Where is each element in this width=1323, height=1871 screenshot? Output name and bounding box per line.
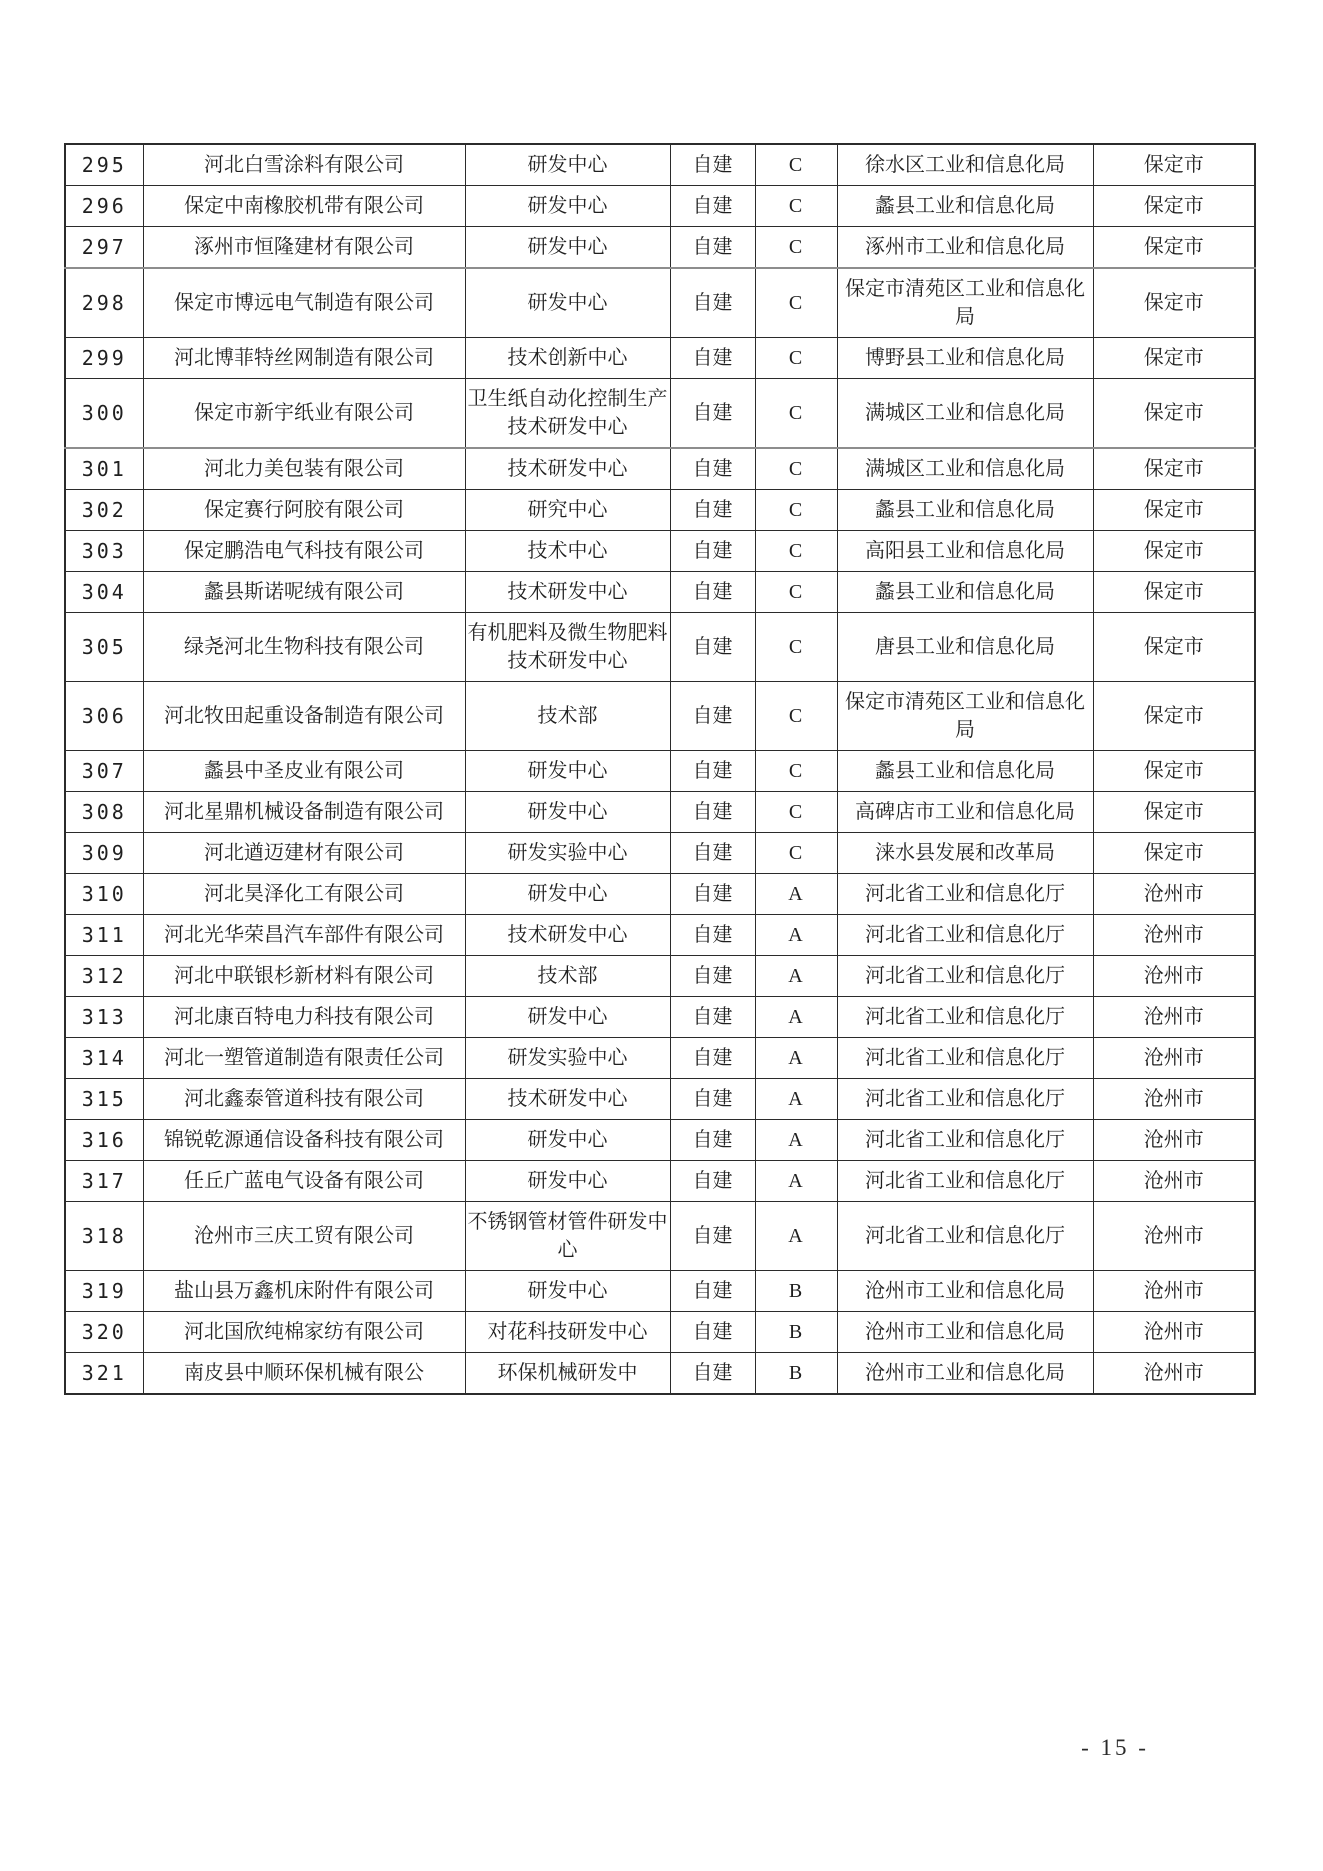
cell-city: 沧州市 (1093, 1079, 1255, 1120)
cell-company-name: 河北白雪涂料有限公司 (143, 144, 465, 186)
cell-row-number: 318 (65, 1202, 143, 1271)
cell-recommending-dept: 河北省工业和信息化厅 (837, 1038, 1093, 1079)
cell-recommending-dept: 徐水区工业和信息化局 (837, 144, 1093, 186)
cell-city: 沧州市 (1093, 956, 1255, 997)
cell-company-name: 任丘广蓝电气设备有限公司 (143, 1161, 465, 1202)
cell-rd-center-name: 技术部 (465, 682, 670, 751)
cell-grade: C (755, 448, 837, 490)
cell-grade: A (755, 1202, 837, 1271)
cell-row-number: 298 (65, 268, 143, 338)
cell-rd-center-name: 技术中心 (465, 531, 670, 572)
cell-recommending-dept: 涞水县发展和改革局 (837, 833, 1093, 874)
cell-grade: C (755, 572, 837, 613)
table-row (65, 613, 1255, 682)
cell-recommending-dept: 沧州市工业和信息化局 (837, 1312, 1093, 1353)
cell-row-number: 296 (65, 186, 143, 227)
cell-grade: C (755, 338, 837, 379)
cell-rd-center-name: 有机肥料及微生物肥料技术研发中心 (465, 613, 670, 682)
cell-city: 保定市 (1093, 227, 1255, 269)
cell-recommending-dept: 河北省工业和信息化厅 (837, 915, 1093, 956)
cell-city: 保定市 (1093, 379, 1255, 449)
table-row (65, 1161, 1255, 1202)
table-row (65, 379, 1255, 449)
cell-recommending-dept: 河北省工业和信息化厅 (837, 1202, 1093, 1271)
cell-recommending-dept: 河北省工业和信息化厅 (837, 997, 1093, 1038)
cell-recommending-dept: 蠡县工业和信息化局 (837, 186, 1093, 227)
cell-row-number: 308 (65, 792, 143, 833)
cell-recommending-dept: 保定市清苑区工业和信息化局 (837, 268, 1093, 338)
table-row (65, 874, 1255, 915)
cell-city: 沧州市 (1093, 997, 1255, 1038)
cell-recommending-dept: 高阳县工业和信息化局 (837, 531, 1093, 572)
cell-grade: C (755, 268, 837, 338)
cell-city: 保定市 (1093, 490, 1255, 531)
table-row (65, 956, 1255, 997)
cell-grade: A (755, 915, 837, 956)
cell-build-mode: 自建 (670, 186, 755, 227)
table-row (65, 490, 1255, 531)
table-body (65, 144, 1255, 1394)
cell-grade: C (755, 682, 837, 751)
cell-company-name: 河北康百特电力科技有限公司 (143, 997, 465, 1038)
cell-build-mode: 自建 (670, 572, 755, 613)
cell-rd-center-name: 对花科技研发中心 (465, 1312, 670, 1353)
cell-row-number: 301 (65, 448, 143, 490)
cell-rd-center-name: 研发中心 (465, 874, 670, 915)
cell-build-mode: 自建 (670, 792, 755, 833)
cell-grade: A (755, 1161, 837, 1202)
cell-city: 沧州市 (1093, 915, 1255, 956)
cell-build-mode: 自建 (670, 997, 755, 1038)
cell-rd-center-name: 研发中心 (465, 144, 670, 186)
cell-rd-center-name: 技术研发中心 (465, 448, 670, 490)
cell-rd-center-name: 卫生纸自动化控制生产技术研发中心 (465, 379, 670, 449)
cell-recommending-dept: 唐县工业和信息化局 (837, 613, 1093, 682)
cell-company-name: 河北遒迈建材有限公司 (143, 833, 465, 874)
cell-row-number: 313 (65, 997, 143, 1038)
cell-build-mode: 自建 (670, 1079, 755, 1120)
cell-build-mode: 自建 (670, 1271, 755, 1312)
cell-company-name: 蠡县中圣皮业有限公司 (143, 751, 465, 792)
table-row (65, 572, 1255, 613)
cell-row-number: 319 (65, 1271, 143, 1312)
cell-row-number: 317 (65, 1161, 143, 1202)
cell-company-name: 保定中南橡胶机带有限公司 (143, 186, 465, 227)
table-row (65, 1079, 1255, 1120)
cell-rd-center-name: 研发中心 (465, 1120, 670, 1161)
cell-build-mode: 自建 (670, 751, 755, 792)
cell-company-name: 河北光华荣昌汽车部件有限公司 (143, 915, 465, 956)
table-row (65, 1353, 1255, 1395)
cell-city: 保定市 (1093, 531, 1255, 572)
cell-recommending-dept: 沧州市工业和信息化局 (837, 1353, 1093, 1395)
cell-row-number: 306 (65, 682, 143, 751)
cell-company-name: 保定市博远电气制造有限公司 (143, 268, 465, 338)
cell-company-name: 南皮县中顺环保机械有限公 (143, 1353, 465, 1395)
cell-rd-center-name: 研发实验中心 (465, 833, 670, 874)
cell-recommending-dept: 高碑店市工业和信息化局 (837, 792, 1093, 833)
cell-build-mode: 自建 (670, 1038, 755, 1079)
cell-company-name: 保定赛行阿胶有限公司 (143, 490, 465, 531)
cell-company-name: 锦锐乾源通信设备科技有限公司 (143, 1120, 465, 1161)
cell-build-mode: 自建 (670, 144, 755, 186)
cell-rd-center-name: 研发中心 (465, 751, 670, 792)
cell-city: 沧州市 (1093, 1353, 1255, 1395)
cell-rd-center-name: 技术研发中心 (465, 572, 670, 613)
cell-city: 保定市 (1093, 448, 1255, 490)
cell-grade: A (755, 997, 837, 1038)
cell-recommending-dept: 河北省工业和信息化厅 (837, 1079, 1093, 1120)
cell-company-name: 沧州市三庆工贸有限公司 (143, 1202, 465, 1271)
cell-rd-center-name: 研发中心 (465, 1161, 670, 1202)
cell-city: 沧州市 (1093, 1161, 1255, 1202)
cell-build-mode: 自建 (670, 1353, 755, 1395)
cell-recommending-dept: 蠡县工业和信息化局 (837, 572, 1093, 613)
cell-row-number: 297 (65, 227, 143, 269)
cell-build-mode: 自建 (670, 613, 755, 682)
cell-row-number: 304 (65, 572, 143, 613)
table-row (65, 792, 1255, 833)
cell-rd-center-name: 研发中心 (465, 268, 670, 338)
cell-row-number: 309 (65, 833, 143, 874)
cell-row-number: 321 (65, 1353, 143, 1395)
cell-build-mode: 自建 (670, 682, 755, 751)
cell-build-mode: 自建 (670, 379, 755, 449)
table-row (65, 682, 1255, 751)
cell-recommending-dept: 满城区工业和信息化局 (837, 448, 1093, 490)
cell-rd-center-name: 研发中心 (465, 186, 670, 227)
cell-recommending-dept: 蠡县工业和信息化局 (837, 751, 1093, 792)
cell-grade: C (755, 613, 837, 682)
cell-city: 沧州市 (1093, 1312, 1255, 1353)
cell-city: 沧州市 (1093, 1120, 1255, 1161)
cell-build-mode: 自建 (670, 1120, 755, 1161)
table-row (65, 751, 1255, 792)
cell-row-number: 302 (65, 490, 143, 531)
cell-row-number: 315 (65, 1079, 143, 1120)
table-row (65, 268, 1255, 338)
cell-recommending-dept: 河北省工业和信息化厅 (837, 874, 1093, 915)
cell-grade: C (755, 379, 837, 449)
cell-build-mode: 自建 (670, 338, 755, 379)
cell-company-name: 河北昊泽化工有限公司 (143, 874, 465, 915)
table-row (65, 1120, 1255, 1161)
cell-row-number: 312 (65, 956, 143, 997)
cell-company-name: 河北牧田起重设备制造有限公司 (143, 682, 465, 751)
cell-grade: B (755, 1312, 837, 1353)
cell-build-mode: 自建 (670, 1202, 755, 1271)
cell-rd-center-name: 不锈钢管材管件研发中心 (465, 1202, 670, 1271)
cell-grade: A (755, 1079, 837, 1120)
cell-city: 保定市 (1093, 186, 1255, 227)
table-row (65, 997, 1255, 1038)
cell-city: 沧州市 (1093, 1202, 1255, 1271)
cell-rd-center-name: 研究中心 (465, 490, 670, 531)
cell-build-mode: 自建 (670, 1161, 755, 1202)
cell-rd-center-name: 技术研发中心 (465, 915, 670, 956)
cell-recommending-dept: 满城区工业和信息化局 (837, 379, 1093, 449)
cell-build-mode: 自建 (670, 915, 755, 956)
cell-grade: A (755, 1120, 837, 1161)
cell-city: 沧州市 (1093, 1271, 1255, 1312)
cell-row-number: 300 (65, 379, 143, 449)
page-number: - 15 - (1081, 1735, 1149, 1760)
cell-recommending-dept: 蠡县工业和信息化局 (837, 490, 1093, 531)
cell-rd-center-name: 研发中心 (465, 227, 670, 269)
cell-company-name: 河北一塑管道制造有限责任公司 (143, 1038, 465, 1079)
cell-row-number: 307 (65, 751, 143, 792)
cell-row-number: 299 (65, 338, 143, 379)
cell-grade: C (755, 144, 837, 186)
table-row (65, 531, 1255, 572)
cell-recommending-dept: 博野县工业和信息化局 (837, 338, 1093, 379)
cell-row-number: 305 (65, 613, 143, 682)
cell-grade: B (755, 1271, 837, 1312)
cell-build-mode: 自建 (670, 956, 755, 997)
table-row (65, 1038, 1255, 1079)
cell-company-name: 河北博菲特丝网制造有限公司 (143, 338, 465, 379)
cell-rd-center-name: 研发中心 (465, 1271, 670, 1312)
table-row (65, 1271, 1255, 1312)
table-row (65, 833, 1255, 874)
cell-recommending-dept: 河北省工业和信息化厅 (837, 956, 1093, 997)
cell-recommending-dept: 涿州市工业和信息化局 (837, 227, 1093, 269)
cell-grade: A (755, 956, 837, 997)
table-row (65, 338, 1255, 379)
cell-city: 保定市 (1093, 792, 1255, 833)
cell-company-name: 河北星鼎机械设备制造有限公司 (143, 792, 465, 833)
cell-city: 保定市 (1093, 144, 1255, 186)
cell-rd-center-name: 技术部 (465, 956, 670, 997)
cell-recommending-dept: 河北省工业和信息化厅 (837, 1120, 1093, 1161)
cell-rd-center-name: 技术创新中心 (465, 338, 670, 379)
cell-company-name: 河北鑫泰管道科技有限公司 (143, 1079, 465, 1120)
cell-company-name: 河北力美包装有限公司 (143, 448, 465, 490)
cell-company-name: 涿州市恒隆建材有限公司 (143, 227, 465, 269)
cell-company-name: 蠡县斯诺呢绒有限公司 (143, 572, 465, 613)
cell-rd-center-name: 研发中心 (465, 997, 670, 1038)
cell-company-name: 保定市新宇纸业有限公司 (143, 379, 465, 449)
cell-row-number: 316 (65, 1120, 143, 1161)
table-row (65, 1312, 1255, 1353)
cell-build-mode: 自建 (670, 874, 755, 915)
cell-row-number: 303 (65, 531, 143, 572)
cell-company-name: 保定鹏浩电气科技有限公司 (143, 531, 465, 572)
cell-grade: C (755, 490, 837, 531)
cell-city: 保定市 (1093, 682, 1255, 751)
table-row (65, 1202, 1255, 1271)
cell-city: 保定市 (1093, 833, 1255, 874)
cell-grade: C (755, 792, 837, 833)
cell-row-number: 310 (65, 874, 143, 915)
cell-city: 沧州市 (1093, 1038, 1255, 1079)
cell-recommending-dept: 河北省工业和信息化厅 (837, 1161, 1093, 1202)
cell-city: 保定市 (1093, 338, 1255, 379)
cell-company-name: 河北国欣纯棉家纺有限公司 (143, 1312, 465, 1353)
cell-company-name: 河北中联银杉新材料有限公司 (143, 956, 465, 997)
cell-city: 保定市 (1093, 268, 1255, 338)
cell-grade: C (755, 186, 837, 227)
cell-company-name: 盐山县万鑫机床附件有限公司 (143, 1271, 465, 1312)
cell-row-number: 295 (65, 144, 143, 186)
cell-recommending-dept: 保定市清苑区工业和信息化局 (837, 682, 1093, 751)
cell-grade: C (755, 531, 837, 572)
cell-row-number: 320 (65, 1312, 143, 1353)
table-row (65, 448, 1255, 490)
cell-build-mode: 自建 (670, 268, 755, 338)
rd-centers-table (64, 143, 1256, 1395)
cell-rd-center-name: 环保机械研发中 (465, 1353, 670, 1395)
cell-row-number: 311 (65, 915, 143, 956)
cell-grade: C (755, 227, 837, 269)
cell-grade: A (755, 874, 837, 915)
table-row (65, 186, 1255, 227)
cell-grade: C (755, 833, 837, 874)
cell-build-mode: 自建 (670, 490, 755, 531)
cell-city: 沧州市 (1093, 874, 1255, 915)
cell-city: 保定市 (1093, 613, 1255, 682)
cell-build-mode: 自建 (670, 1312, 755, 1353)
cell-rd-center-name: 研发中心 (465, 792, 670, 833)
cell-build-mode: 自建 (670, 448, 755, 490)
cell-recommending-dept: 沧州市工业和信息化局 (837, 1271, 1093, 1312)
cell-company-name: 绿尧河北生物科技有限公司 (143, 613, 465, 682)
cell-city: 保定市 (1093, 751, 1255, 792)
cell-city: 保定市 (1093, 572, 1255, 613)
cell-build-mode: 自建 (670, 531, 755, 572)
cell-row-number: 314 (65, 1038, 143, 1079)
cell-build-mode: 自建 (670, 227, 755, 269)
cell-build-mode: 自建 (670, 833, 755, 874)
table-row (65, 144, 1255, 186)
cell-grade: B (755, 1353, 837, 1395)
cell-rd-center-name: 研发实验中心 (465, 1038, 670, 1079)
cell-grade: A (755, 1038, 837, 1079)
table-row (65, 915, 1255, 956)
cell-grade: C (755, 751, 837, 792)
cell-rd-center-name: 技术研发中心 (465, 1079, 670, 1120)
table-row (65, 227, 1255, 269)
